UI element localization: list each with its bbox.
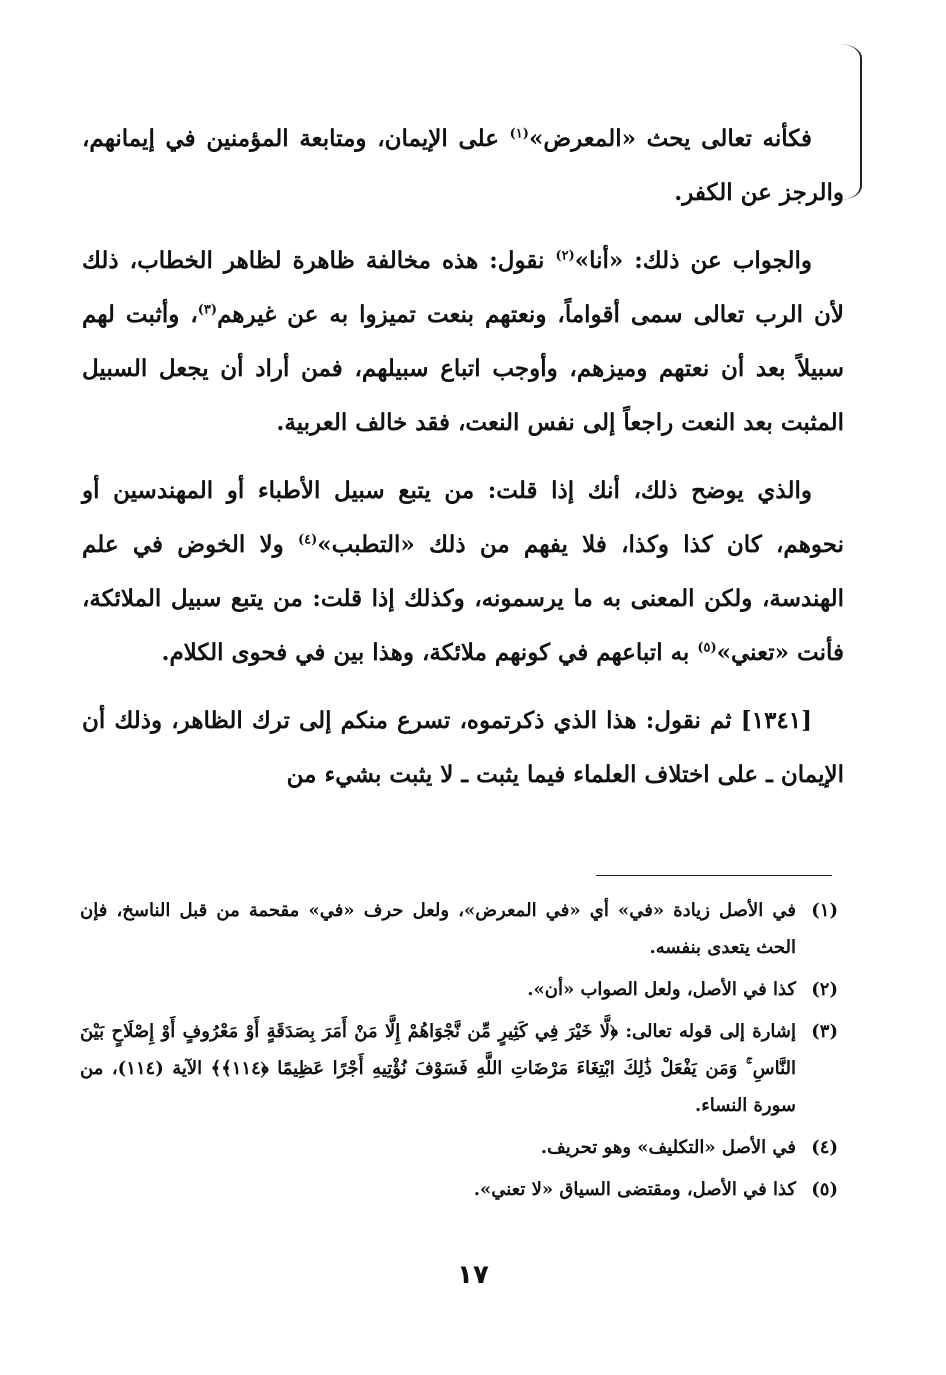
footnote-ref-5: (٥) bbox=[697, 640, 717, 656]
footnote-text: كذا في الأصل، ومقتضى السياق «لا تعني». bbox=[473, 1179, 796, 1200]
footnote-number: (٢) bbox=[811, 979, 838, 1000]
footnote-number: (١) bbox=[811, 900, 838, 921]
text-run: نقول: هذه مخالفة ظاهرة لظاهر الخطاب، ذلك لأن الرب تعالى سمى أقواماً، ونعتهم بنعت تميزوا به عن غيرهم bbox=[82, 247, 844, 328]
footnote-ref-3: (٣) bbox=[197, 302, 218, 318]
text-run: به اتباعهم في كونهم ملائكة، وهذا بين في فحوى الكلام. bbox=[161, 639, 698, 666]
text-run: على الإيمان، ومتابعة المؤمنين في إيمانهم، والرجز عن الكفر. bbox=[82, 125, 844, 206]
footnote-3 bbox=[80, 1013, 838, 1124]
text-run: [١٣٤١] ثم نقول: هذا الذي ذكرتموه، تسرع منكم إلى ترك الظاهر، وذلك أن الإيمان ـ على اختلاف العلماء فيما يثبت ـ لا يثبت بشيء من bbox=[82, 707, 844, 788]
footnote-1 bbox=[80, 892, 838, 966]
footnote-text: كذا في الأصل، ولعل الصواب «أن». bbox=[527, 979, 796, 1000]
footnote-ref-1: (١) bbox=[509, 126, 529, 142]
footnote-text: في الأصل زيادة «في» أي «في المعرض»، ولعل حرف «في» مقحمة من قبل الناسخ، فإن الحث يتعدى بنفسه. bbox=[80, 900, 796, 958]
main-text bbox=[82, 112, 844, 816]
footnote-number: (٥) bbox=[811, 1179, 838, 1200]
text-run: ، وأثبت لهم سبيلاً بعد أن نعتهم وميزهم، وأوجب اتباع سبيلهم، فمن أراد أن يجعل السبيل المثبت بعد النعت راجعاً إلى نفس النعت، فقد خالف العربية. bbox=[82, 301, 844, 436]
footnote-divider bbox=[596, 875, 832, 876]
footnote-ref-4: (٤) bbox=[297, 532, 318, 548]
text-run: ولا الخوض في علم الهندسة، ولكن المعنى به ما يرسمونه، وكذلك إذا قلت: من يتبع سبيل الملائكة، فأنت «تعني» bbox=[82, 531, 844, 666]
text-run: فكأنه تعالى يحث «المعرض» bbox=[528, 125, 812, 152]
footnote-2 bbox=[80, 971, 838, 1008]
paragraph-2 bbox=[82, 234, 844, 450]
footnotes bbox=[80, 892, 838, 1213]
footnote-text: في الأصل «التكليف» وهو تحريف. bbox=[540, 1137, 796, 1158]
paragraph-4 bbox=[82, 694, 844, 802]
paragraph-1 bbox=[82, 112, 844, 220]
footnote-number: (٤) bbox=[811, 1137, 838, 1158]
footnote-number: (٣) bbox=[811, 1021, 838, 1042]
text-run: والذي يوضح ذلك، أنك إذا قلت: من يتبع سبيل الأطباء أو المهندسين أو نحوهم، كان كذا وكذا، فلا يفهم من ذلك «التطبب» bbox=[82, 477, 845, 558]
footnote-text: إشارة إلى قوله تعالى: ﴿لَّا خَيْرَ فِي كَثِيرٍ مِّن نَّجْوَاهُمْ إِلَّا مَنْ أَمَرَ بِصَدَقَةٍ أَوْ مَعْرُوفٍ أَوْ إِصْلَاحٍ بَيْنَ النَّاسِ ۚ وَمَن يَفْعَلْ ذَٰلِكَ ابْتِغَاءَ مَرْضَاتِ اللَّهِ فَسَوْفَ نُؤْتِيهِ أَجْرًا عَظِيمًا ﴿١١٤﴾﴾ الآية (١١٤)، من سورة النساء. bbox=[80, 1021, 796, 1116]
footnote-4 bbox=[80, 1129, 838, 1166]
footnote-ref-2: (٢) bbox=[555, 248, 575, 264]
text-run: والجواب عن ذلك: «أنا» bbox=[574, 247, 812, 274]
paragraph-3 bbox=[82, 464, 844, 680]
page-number: ١٧ bbox=[457, 1260, 489, 1290]
footnote-5 bbox=[80, 1171, 838, 1208]
